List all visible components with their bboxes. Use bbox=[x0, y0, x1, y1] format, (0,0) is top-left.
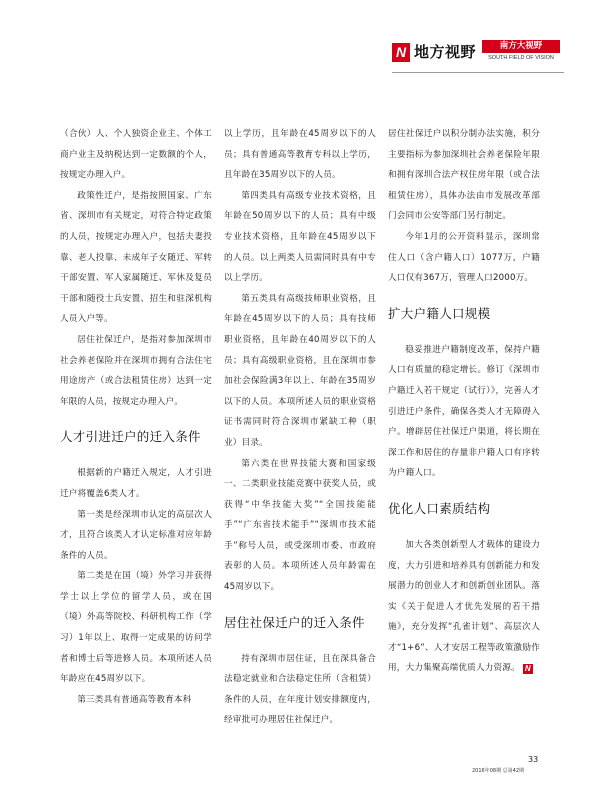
masthead-divider bbox=[392, 72, 564, 73]
paragraph: 居住社保迁户，是指对参加深圳市社会养老保险并在深圳市拥有合法住宅用途房产（或合法租赁住房）达到一定年限的人员，按规定办理入户。 bbox=[60, 334, 212, 407]
page-number: 33 bbox=[528, 755, 539, 764]
paragraph: 第四类具有高级专业技术资格，且年龄在50周岁以下的人员；具有中级专业技术资格，且年龄在45周岁以下的人员。以上两类人员需同时具有中专以上学历。 bbox=[224, 190, 376, 284]
section-heading: 优化人口素质结构 bbox=[388, 500, 491, 516]
column-label: 南方大视野 bbox=[482, 40, 560, 53]
text-column-3 bbox=[388, 124, 540, 679]
paragraph: 第六类在世界技能大赛和国家级一、二类职业技能竞赛中获奖人员，或获得“中华技能大奖”“全国技能能手”“广东省技术能手”“深圳市技术能手”称号人员，或受深圳市委、市政府表彰的人员。本项所述人员年龄需在45周岁以下。 bbox=[224, 458, 376, 593]
paragraph: 稳妥推进户籍制度改革，保持户籍人口有质量的稳定增长。修订《深圳市户籍迁入若干规定（试行）》，完善人才引进迁户条件，确保各类人才无障碍入户。增辟居住社保迁户渠道，将长期在深工作和居住的存量非户籍人口有序转为户籍人口。 bbox=[388, 344, 540, 479]
column-subtitle: SOUTH FIELD OF VISION bbox=[488, 55, 554, 61]
paragraph: 持有深圳市居住证，且在深具备合法稳定就业和合法稳定住所（含租赁）条件的人员，在年度计划安排额度内，经审批可办理居住社保迁户。 bbox=[224, 653, 376, 726]
section-heading: 居住社保迁户的迁入条件 bbox=[224, 614, 365, 630]
paragraph: 第二类是在国（境）外学习并获得学士以上学位的留学人员，或在国（境）外高等院校、科研机构工作（学习）1年以上、取得一定成果的访问学者和博士后等进修人员。本项所述人员年龄应在45周岁以下。 bbox=[60, 571, 212, 685]
paragraph: 政策性迁户，是指按照国家、广东省、深圳市有关规定，对符合特定政策的人员，按规定办理入户，包括夫妻投靠、老人投靠、未成年子女随迁、军转干部安置、军人家属随迁、军休及复员干部和随役士兵安置、招生和驻深机构人员入户等。 bbox=[60, 190, 212, 325]
masthead bbox=[392, 40, 564, 70]
paragraph: 第五类具有高级技师职业资格，且年龄在45周岁以下的人员；具有技师职业资格，且年龄在40周岁以下的人员；具有高级职业资格，且在深圳市参加社会保险满3年以上、年龄在35周岁以下的人员。本项所述人员的职业资格证书需同时符合深圳市紧缺工种（职业）目录。 bbox=[224, 293, 376, 448]
paragraph-final bbox=[388, 535, 540, 679]
paragraph-text: 加大各类创新型人才载体的建设力度，大力引进和培养具有创新能力和发展潜力的创业人才和创新创业团队。落实《关于促进人才优先发展的若干措施》，充分发挥“孔雀计划”、高层次人才“1+6”、人才安居工程等政策激励作用，大力集聚高端优质人力资源。 bbox=[388, 539, 540, 674]
paragraph: 根据新的户籍迁入规定，人才引进迁户将覆盖6类人才。 bbox=[60, 468, 212, 499]
paragraph: 第一类是经深圳市认定的高层次人才，且符合该类人才认定标准对应年龄条件的人员。 bbox=[60, 509, 212, 561]
text-column-1 bbox=[60, 124, 212, 710]
issue-label: 2016年08期 总第42期 bbox=[472, 768, 525, 774]
text-column-2 bbox=[224, 124, 376, 731]
paragraph: 以上学历，且年龄在45周岁以下的人员；具有普通高等教育专科以上学历，且年龄在35周岁以下的人员。 bbox=[224, 129, 376, 181]
section-title: 地方视野 bbox=[414, 43, 477, 61]
section-heading: 扩大户籍人口规模 bbox=[388, 305, 491, 321]
paragraph: 今年1月的公开资料显示，深圳常住人口（含户籍人口）1077万，户籍人口仅有367万，管理人口2000万。 bbox=[388, 231, 540, 284]
paragraph: 居住社保迁户以积分制办法实施，积分主要指标为参加深圳社会养老保险年限和拥有深圳合法产权住房年限（或合法租赁住房），具体办法由市发展改革部门会同市公安等部门另行制定。 bbox=[388, 129, 540, 222]
section-heading: 人才引进迁户的迁入条件 bbox=[60, 429, 201, 445]
end-mark-icon: N bbox=[523, 664, 533, 674]
magazine-logo-icon: N bbox=[392, 43, 410, 62]
paragraph: （合伙）人、个人独资企业主、个体工商户业主及纳税达到一定数额的个人，按规定办理入户。 bbox=[60, 129, 212, 181]
paragraph: 第三类具有普通高等教育本科 bbox=[77, 694, 192, 705]
